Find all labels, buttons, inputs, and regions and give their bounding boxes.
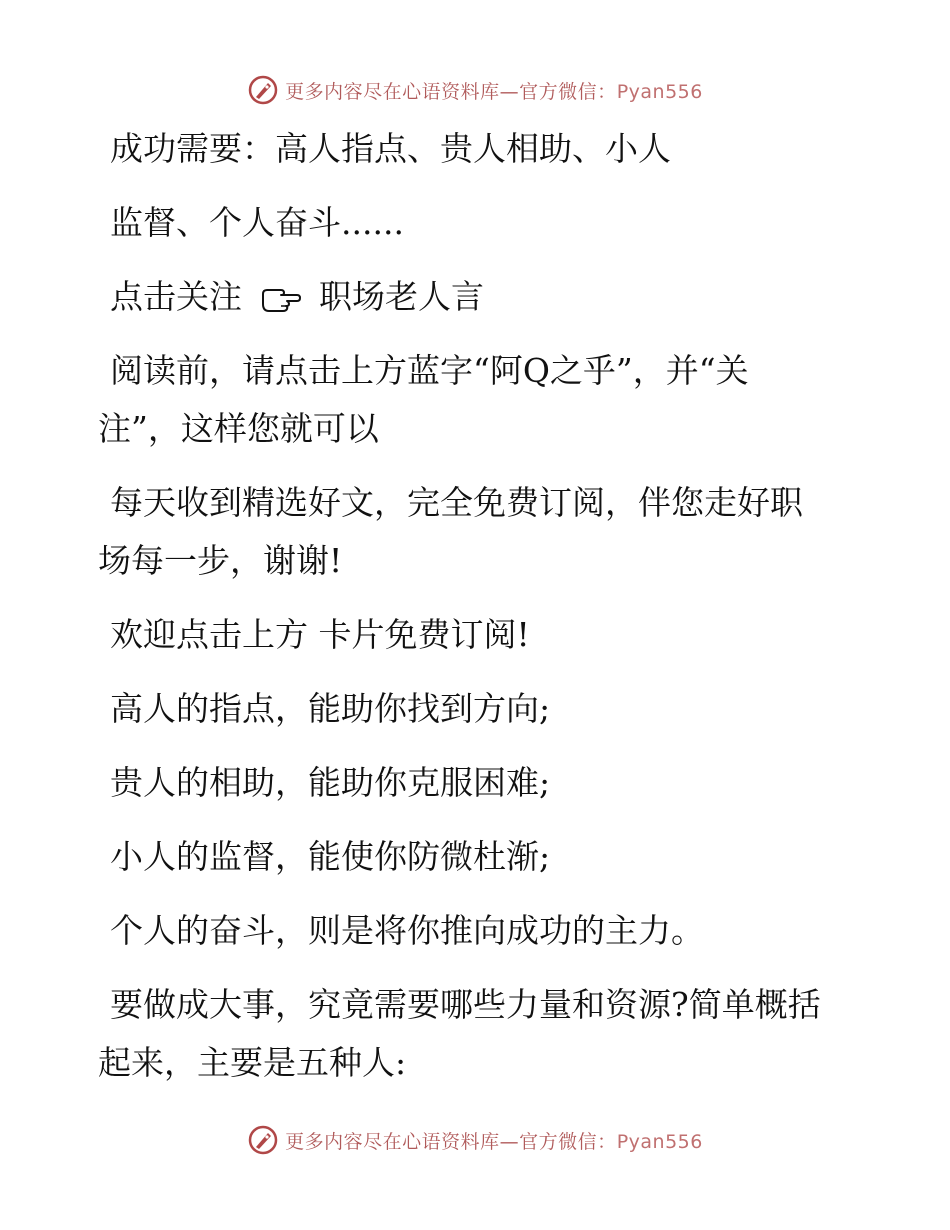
header-watermark-banner (0, 70, 950, 110)
paragraph-line: 阅读前，请点击上方蓝字“阿Q之乎”，并“关 (110, 351, 749, 390)
footer-watermark-banner (0, 1120, 950, 1160)
paragraph-line: 成功需要：高人指点、贵人相助、小人 (110, 129, 671, 168)
follow-line (98, 268, 858, 326)
banner-wechat-label: 官方微信： (519, 1130, 617, 1153)
banner-text (285, 77, 703, 104)
pen-nib-logo-icon (247, 1124, 279, 1156)
paragraph-line: 每天收到精选好文，完全免费订阅，伴您走好职 (110, 483, 803, 522)
banner-separator: — (499, 80, 520, 103)
follow-target-text: 职场老人言 (319, 277, 484, 316)
banner-main-text: 更多内容尽在心语资料库 (285, 1130, 500, 1153)
follow-text: 点击关注 (110, 277, 242, 316)
paragraph-line: 贵人的相助，能助你克服困难; (110, 763, 551, 802)
paragraph-line: 场每一步，谢谢! (98, 541, 343, 580)
paragraph-line: 监督、个人奋斗...... (110, 203, 404, 242)
pointing-hand-icon (259, 284, 303, 314)
banner-wechat-id: Pyan556 (616, 1130, 703, 1153)
banner-wechat-label: 官方微信： (519, 80, 617, 103)
paragraph-line: 起来，主要是五种人: (98, 1043, 407, 1082)
banner-wechat-id: Pyan556 (616, 80, 703, 103)
paragraph-line: 欢迎点击上方 卡片免费订阅! (110, 615, 530, 654)
banner-text (285, 1127, 703, 1154)
banner-separator: — (499, 1130, 520, 1153)
document-body (98, 120, 858, 1092)
paragraph-line: 要做成大事，究竟需要哪些力量和资源?简单概括 (110, 985, 821, 1024)
paragraph-line: 个人的奋斗，则是将你推向成功的主力。 (110, 911, 704, 950)
banner-main-text: 更多内容尽在心语资料库 (285, 80, 500, 103)
pen-nib-logo-icon (247, 74, 279, 106)
paragraph-line: 高人的指点，能助你找到方向; (110, 689, 551, 728)
paragraph-line: 小人的监督，能使你防微杜渐; (110, 837, 551, 876)
paragraph-line: 注”，这样您就可以 (98, 409, 379, 448)
